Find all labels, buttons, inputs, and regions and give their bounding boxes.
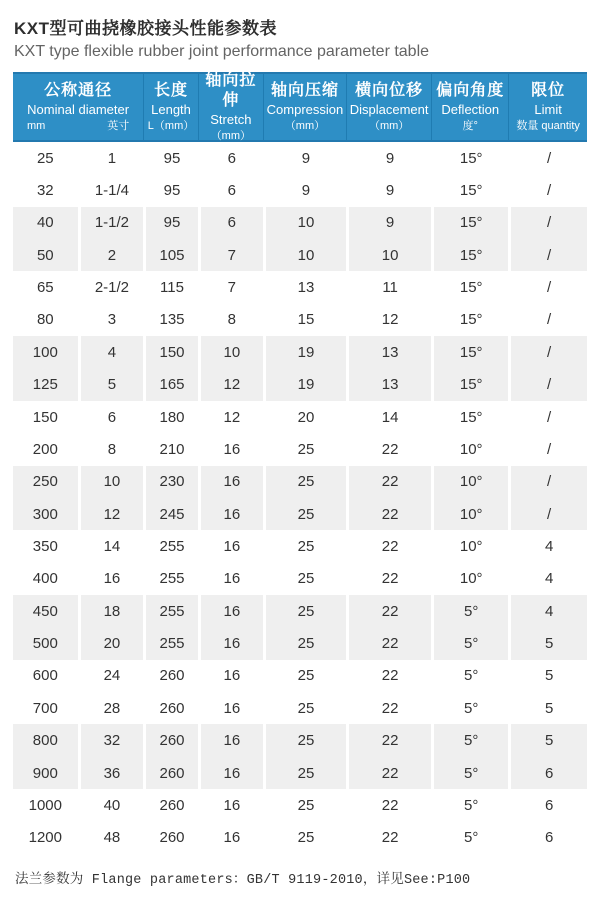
cell-deflection: 5° xyxy=(431,627,508,659)
table-row xyxy=(13,174,587,206)
table-row xyxy=(13,660,587,692)
cell-deflection: 10° xyxy=(431,466,508,498)
cell-stretch: 16 xyxy=(198,627,263,659)
col-header-compression xyxy=(263,74,346,140)
cell-inch: 1-1/2 xyxy=(78,207,144,239)
cell-inch: 6 xyxy=(78,401,144,433)
cell-inch: 24 xyxy=(78,660,144,692)
col-label-en: Limit xyxy=(534,102,562,117)
cell-length: 230 xyxy=(143,466,198,498)
table-row xyxy=(13,498,587,530)
cell-compression: 25 xyxy=(263,660,346,692)
cell-length: 260 xyxy=(143,757,198,789)
col-unit-inch: 英寸 xyxy=(107,120,130,132)
cell-length: 210 xyxy=(143,433,198,465)
page-title-en: KXT type flexible rubber joint performance parameter table xyxy=(14,43,430,60)
table-row xyxy=(13,369,587,401)
cell-inch: 8 xyxy=(78,433,144,465)
col-label-zh: 横向位移 xyxy=(355,82,424,99)
cell-mm: 25 xyxy=(36,149,54,167)
page-title-zh: KXT型可曲挠橡胶接头性能参数表 xyxy=(14,19,277,38)
cell-limit: 5 xyxy=(508,660,587,692)
cell-deflection: 15° xyxy=(431,207,508,239)
cell-compression: 25 xyxy=(263,627,346,659)
cell-limit: 6 xyxy=(508,822,587,854)
cell-displacement: 22 xyxy=(346,433,431,465)
col-unit: （mm） xyxy=(210,130,252,142)
cell-limit: 4 xyxy=(508,563,587,595)
cell-inch: 1 xyxy=(78,142,144,174)
cell-length: 105 xyxy=(143,239,198,271)
cell-inch: 28 xyxy=(78,692,144,724)
table-row xyxy=(13,822,587,854)
col-label-zh: 偏向角度 xyxy=(436,82,505,99)
cell-inch: 36 xyxy=(78,757,144,789)
col-label-en: Nominal diameter xyxy=(27,102,130,117)
cell-displacement: 22 xyxy=(346,498,431,530)
cell-stretch: 10 xyxy=(198,336,263,368)
cell-mm: 1200 xyxy=(28,829,62,847)
flange-parameters-note: 法兰参数为 Flange parameters：GB/T 9119-2010，详见See:P100 xyxy=(15,872,471,888)
cell-limit: 6 xyxy=(508,789,587,821)
cell-inch: 20 xyxy=(78,627,144,659)
col-header-displacement xyxy=(346,74,431,140)
cell-stretch: 7 xyxy=(198,271,263,303)
col-header-length xyxy=(143,74,198,140)
cell-displacement: 22 xyxy=(346,757,431,789)
cell-stretch: 16 xyxy=(198,563,263,595)
col-unit: L（mm） xyxy=(147,120,195,132)
table-row xyxy=(13,336,587,368)
col-header-stretch xyxy=(198,74,263,140)
cell-limit: 5 xyxy=(508,724,587,756)
cell-deflection: 10° xyxy=(431,433,508,465)
cell-length: 255 xyxy=(143,627,198,659)
cell-inch: 1-1/4 xyxy=(78,174,144,206)
cell-deflection: 5° xyxy=(431,660,508,692)
cell-limit: 4 xyxy=(508,595,587,627)
cell-limit: / xyxy=(508,239,587,271)
cell-inch: 14 xyxy=(78,530,144,562)
cell-deflection: 15° xyxy=(431,174,508,206)
table-row xyxy=(13,530,587,562)
cell-inch: 40 xyxy=(78,789,144,821)
cell-displacement: 22 xyxy=(346,627,431,659)
cell-stretch: 16 xyxy=(198,595,263,627)
cell-length: 260 xyxy=(143,660,198,692)
cell-deflection: 5° xyxy=(431,822,508,854)
col-header-nominal-diameter xyxy=(13,74,143,140)
cell-displacement: 22 xyxy=(346,724,431,756)
cell-mm: 500 xyxy=(13,627,78,659)
cell-mm: 125 xyxy=(13,369,78,401)
cell-displacement: 22 xyxy=(346,530,431,562)
cell-length: 95 xyxy=(143,207,198,239)
cell-compression: 25 xyxy=(263,466,346,498)
cell-length: 150 xyxy=(143,336,198,368)
col-label-zh: 轴向拉伸 xyxy=(205,72,257,109)
cell-length: 255 xyxy=(143,530,198,562)
cell-displacement: 22 xyxy=(346,692,431,724)
cell-mm: 150 xyxy=(32,408,58,426)
cell-length: 135 xyxy=(143,304,198,336)
cell-inch: 5 xyxy=(78,369,144,401)
table-row xyxy=(13,401,587,433)
cell-length: 180 xyxy=(143,401,198,433)
cell-inch: 10 xyxy=(78,466,144,498)
cell-displacement: 22 xyxy=(346,789,431,821)
table-body xyxy=(13,142,587,854)
cell-displacement: 13 xyxy=(346,369,431,401)
cell-displacement: 22 xyxy=(346,595,431,627)
cell-stretch: 12 xyxy=(198,369,263,401)
cell-inch: 32 xyxy=(78,724,144,756)
cell-deflection: 10° xyxy=(431,530,508,562)
cell-limit: / xyxy=(508,466,587,498)
table-row xyxy=(13,466,587,498)
col-label-en: Deflection xyxy=(441,102,500,117)
cell-deflection: 5° xyxy=(431,724,508,756)
cell-displacement: 11 xyxy=(346,271,431,303)
cell-length: 260 xyxy=(143,822,198,854)
cell-deflection: 15° xyxy=(431,271,508,303)
table-row xyxy=(13,724,587,756)
col-unit-mm: mm xyxy=(27,120,46,132)
cell-mm: 80 xyxy=(36,311,54,329)
cell-deflection: 10° xyxy=(431,498,508,530)
cell-inch: 2-1/2 xyxy=(78,271,144,303)
cell-deflection: 15° xyxy=(431,401,508,433)
col-label-en: Length xyxy=(151,102,191,117)
cell-stretch: 16 xyxy=(198,498,263,530)
cell-stretch: 6 xyxy=(198,174,263,206)
cell-length: 95 xyxy=(143,174,198,206)
cell-displacement: 10 xyxy=(346,239,431,271)
cell-mm: 200 xyxy=(32,440,58,458)
col-unit: （mm） xyxy=(368,120,410,132)
cell-length: 115 xyxy=(143,271,198,303)
cell-limit: / xyxy=(508,174,587,206)
cell-deflection: 15° xyxy=(431,142,508,174)
cell-stretch: 6 xyxy=(198,142,263,174)
cell-inch: 3 xyxy=(78,304,144,336)
table-row xyxy=(13,627,587,659)
cell-deflection: 5° xyxy=(431,595,508,627)
cell-inch: 18 xyxy=(78,595,144,627)
cell-displacement: 9 xyxy=(346,142,431,174)
cell-limit: 5 xyxy=(508,627,587,659)
col-unit: （mm） xyxy=(284,120,326,132)
cell-compression: 19 xyxy=(263,369,346,401)
cell-stretch: 16 xyxy=(198,530,263,562)
cell-stretch: 12 xyxy=(198,401,263,433)
cell-stretch: 7 xyxy=(198,239,263,271)
cell-limit: / xyxy=(508,207,587,239)
cell-compression: 25 xyxy=(263,595,346,627)
cell-displacement: 9 xyxy=(346,174,431,206)
col-label-zh: 公称通径 xyxy=(44,82,113,99)
cell-displacement: 14 xyxy=(346,401,431,433)
cell-limit: / xyxy=(508,271,587,303)
col-header-deflection xyxy=(431,74,508,140)
cell-mm: 1000 xyxy=(28,796,62,814)
table-header-row xyxy=(13,72,587,142)
cell-mm: 50 xyxy=(13,239,78,271)
cell-stretch: 6 xyxy=(198,207,263,239)
col-label-en: Compression xyxy=(266,102,344,117)
cell-deflection: 10° xyxy=(431,563,508,595)
cell-compression: 25 xyxy=(263,822,346,854)
cell-inch: 12 xyxy=(78,498,144,530)
cell-compression: 25 xyxy=(263,498,346,530)
cell-deflection: 15° xyxy=(431,336,508,368)
cell-stretch: 16 xyxy=(198,789,263,821)
cell-limit: 6 xyxy=(508,757,587,789)
cell-compression: 9 xyxy=(263,142,346,174)
table-row xyxy=(13,789,587,821)
col-label-zh: 限位 xyxy=(531,82,566,99)
cell-displacement: 22 xyxy=(346,660,431,692)
cell-stretch: 16 xyxy=(198,724,263,756)
cell-limit: / xyxy=(508,142,587,174)
cell-length: 95 xyxy=(143,142,198,174)
cell-limit: / xyxy=(508,369,587,401)
cell-mm: 450 xyxy=(13,595,78,627)
cell-length: 245 xyxy=(143,498,198,530)
cell-compression: 25 xyxy=(263,433,346,465)
cell-mm: 800 xyxy=(13,724,78,756)
cell-mm: 600 xyxy=(32,667,58,685)
cell-compression: 20 xyxy=(263,401,346,433)
cell-mm: 700 xyxy=(32,699,58,717)
cell-stretch: 16 xyxy=(198,757,263,789)
cell-inch: 4 xyxy=(78,336,144,368)
cell-stretch: 16 xyxy=(198,692,263,724)
cell-displacement: 22 xyxy=(346,466,431,498)
cell-mm: 900 xyxy=(13,757,78,789)
cell-compression: 25 xyxy=(263,757,346,789)
cell-deflection: 15° xyxy=(431,239,508,271)
cell-limit: / xyxy=(508,336,587,368)
table-row xyxy=(13,595,587,627)
cell-stretch: 16 xyxy=(198,466,263,498)
table-row xyxy=(13,271,587,303)
cell-limit: / xyxy=(508,433,587,465)
cell-length: 260 xyxy=(143,789,198,821)
cell-deflection: 5° xyxy=(431,757,508,789)
cell-compression: 19 xyxy=(263,336,346,368)
table-row xyxy=(13,563,587,595)
table-row xyxy=(13,239,587,271)
col-header-limit xyxy=(508,74,587,140)
cell-deflection: 15° xyxy=(431,369,508,401)
cell-stretch: 16 xyxy=(198,822,263,854)
cell-stretch: 16 xyxy=(198,660,263,692)
page xyxy=(0,17,600,888)
cell-compression: 25 xyxy=(263,724,346,756)
col-unit-row xyxy=(13,119,143,133)
cell-stretch: 16 xyxy=(198,433,263,465)
cell-displacement: 22 xyxy=(346,822,431,854)
cell-inch: 2 xyxy=(78,239,144,271)
col-label-en: Stretch xyxy=(210,112,252,127)
cell-compression: 15 xyxy=(263,304,346,336)
cell-displacement: 12 xyxy=(346,304,431,336)
col-unit: 度° xyxy=(462,120,478,132)
cell-stretch: 8 xyxy=(198,304,263,336)
col-label-zh: 轴向压缩 xyxy=(270,82,339,99)
cell-mm: 65 xyxy=(36,279,54,297)
table-row xyxy=(13,433,587,465)
cell-compression: 25 xyxy=(263,692,346,724)
cell-compression: 25 xyxy=(263,789,346,821)
cell-compression: 25 xyxy=(263,530,346,562)
cell-mm: 250 xyxy=(13,466,78,498)
cell-mm: 300 xyxy=(13,498,78,530)
cell-deflection: 15° xyxy=(431,304,508,336)
cell-deflection: 5° xyxy=(431,692,508,724)
cell-compression: 10 xyxy=(263,239,346,271)
cell-mm: 32 xyxy=(36,182,54,200)
cell-limit: / xyxy=(508,401,587,433)
cell-length: 255 xyxy=(143,595,198,627)
cell-displacement: 9 xyxy=(346,207,431,239)
cell-displacement: 13 xyxy=(346,336,431,368)
cell-mm: 40 xyxy=(13,207,78,239)
cell-inch: 16 xyxy=(78,563,144,595)
table-row xyxy=(13,304,587,336)
cell-displacement: 22 xyxy=(346,563,431,595)
cell-length: 260 xyxy=(143,724,198,756)
cell-limit: 4 xyxy=(508,530,587,562)
cell-deflection: 5° xyxy=(431,789,508,821)
cell-compression: 13 xyxy=(263,271,346,303)
cell-length: 260 xyxy=(143,692,198,724)
cell-length: 255 xyxy=(143,563,198,595)
cell-length: 165 xyxy=(143,369,198,401)
cell-limit: 5 xyxy=(508,692,587,724)
cell-compression: 10 xyxy=(263,207,346,239)
table-row xyxy=(13,692,587,724)
cell-mm: 100 xyxy=(13,336,78,368)
table-row xyxy=(13,757,587,789)
cell-compression: 9 xyxy=(263,174,346,206)
cell-inch: 48 xyxy=(78,822,144,854)
table-row xyxy=(13,142,587,174)
cell-compression: 25 xyxy=(263,563,346,595)
col-label-zh: 长度 xyxy=(154,82,189,99)
cell-limit: / xyxy=(508,304,587,336)
col-unit: 数量 quantity xyxy=(516,120,580,132)
cell-limit: / xyxy=(508,498,587,530)
col-label-en: Displacement xyxy=(349,102,429,117)
table-row xyxy=(13,207,587,239)
cell-mm: 350 xyxy=(32,537,58,555)
parameter-table xyxy=(13,72,587,854)
cell-mm: 400 xyxy=(32,570,58,588)
